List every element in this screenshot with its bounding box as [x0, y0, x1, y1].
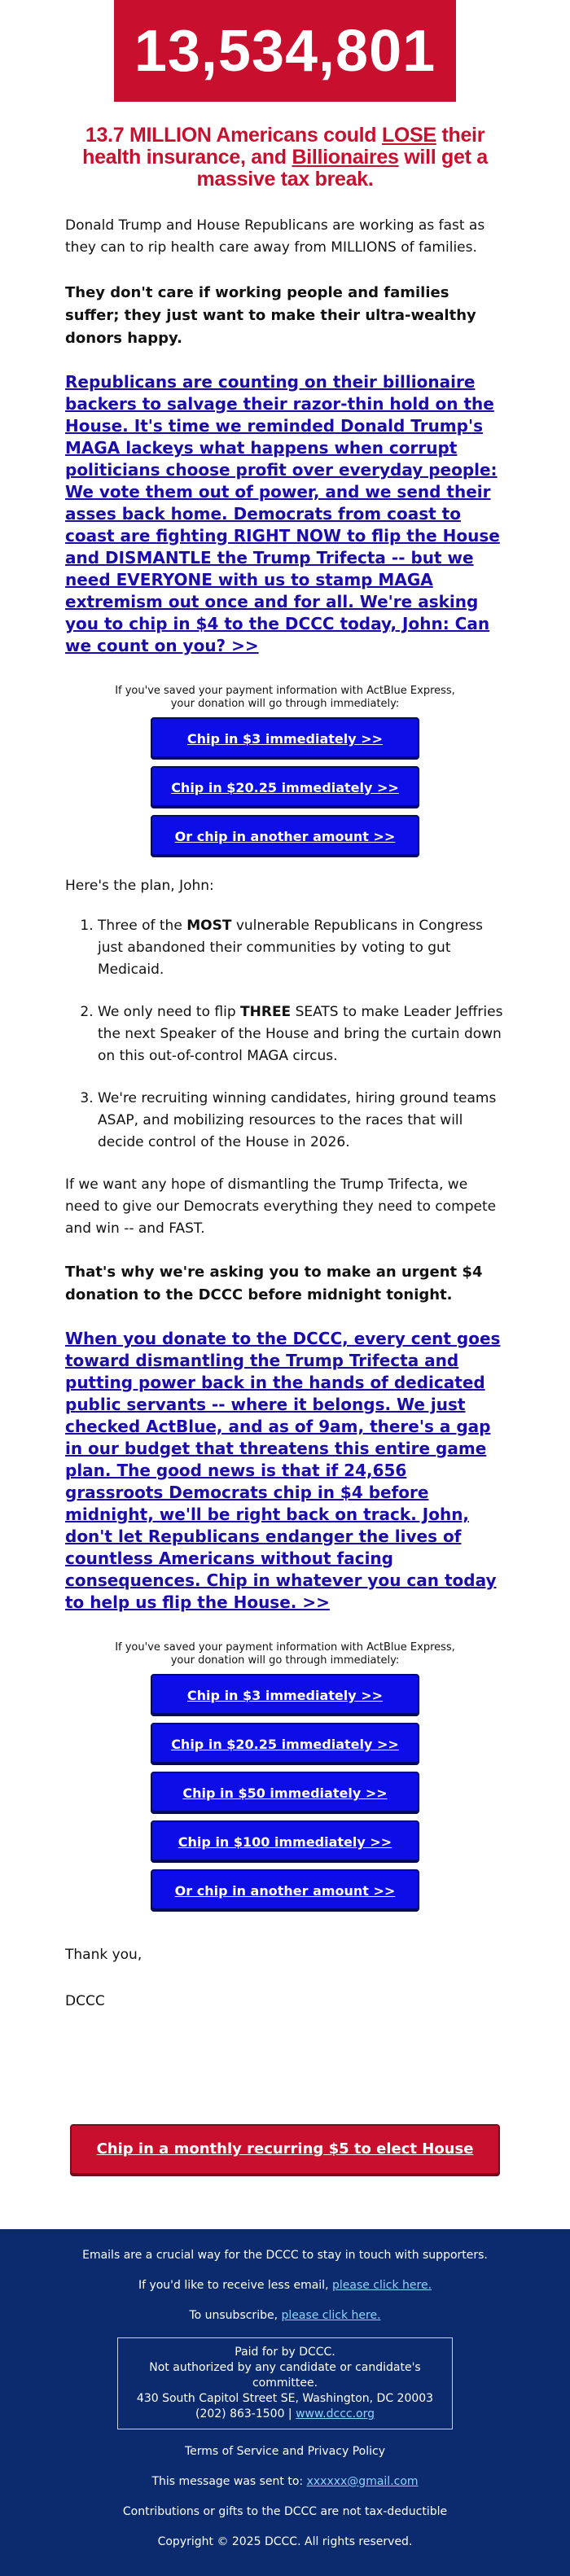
headline-billionaires: Billionaires: [292, 146, 399, 169]
actblue-note-line1: If you've saved your payment information with ActBlue Express,: [115, 685, 455, 697]
tax-note: Contributions or gifts to the DCCC are not tax-deductible: [122, 2505, 448, 2518]
bold-paragraph: They don't care if working people and families suffer; they just want to make their ultra-wealthy donors happy.: [65, 284, 476, 347]
headline-part2: their health insurance, and: [82, 124, 485, 169]
plan-item: [98, 915, 505, 981]
counter-number: 13,534,801: [134, 18, 436, 84]
plan-item-text: SEATS to make Leader Jeffries the next Speaker of the House and bring the curtain down on this out-of-control MAGA circus.: [98, 1004, 503, 1064]
counter-banner: [114, 0, 456, 102]
phone-text: (202) 863-1500 |: [195, 2407, 296, 2420]
chip-20-25-button[interactable]: Chip in $20.25 immediately >>: [151, 1723, 419, 1763]
plan-item-text: Three of the: [98, 918, 187, 934]
footer-less-email: [0, 2277, 570, 2293]
plan-intro: Here's the plan, John:: [65, 878, 214, 894]
plan-item-text: We're recruiting winning candidates, hiring ground teams ASAP, and mobilizing resources to the races that will decide control of the House in 2026.: [98, 1090, 497, 1150]
actblue-note-2: [65, 1641, 505, 1667]
actblue-note-line2: your donation will go through immediately:: [170, 1654, 400, 1667]
donate-text-link-2[interactable]: When you donate to the DCCC, every cent goes toward dismantling the Trump Trifecta and putting power back in the hands of dedicated public servants -- where it belongs. We just checked ActBlue, and as of 9am, there's a gap in our budget that threatens this entire game plan. The good news is that if 24,656 grassroots Democrats chip in $4 before midnight, we'll be right back on track. John, don't let Republicans endanger the lives of countless Americans without facing consequences. Chip in whatever you can today to help us flip the House. >>: [65, 1329, 501, 1612]
plan-item: [98, 1088, 505, 1154]
chip-other-amount-button[interactable]: Or chip in another amount >>: [151, 815, 419, 856]
chip-20-25-button[interactable]: Chip in $20.25 immediately >>: [151, 766, 419, 807]
sent-to-text: This message was sent to:: [151, 2475, 307, 2488]
donate-buttons-2: [65, 1674, 505, 1910]
website-link[interactable]: www.dccc.org: [296, 2407, 375, 2420]
footer: [0, 2229, 570, 2576]
less-email-text: If you'd like to receive less email,: [138, 2279, 332, 2292]
actblue-note-line2: your donation will go through immediately:: [170, 698, 400, 710]
paid-for-box: [117, 2337, 453, 2429]
chip-3-button[interactable]: Chip in $3 immediately >>: [151, 717, 419, 758]
chip-50-button[interactable]: Chip in $50 immediately >>: [151, 1772, 419, 1812]
paid-for-line: Paid for by DCCC.: [235, 2346, 335, 2359]
chip-other-amount-button[interactable]: Or chip in another amount >>: [151, 1869, 419, 1910]
donate-buttons-1: [65, 717, 505, 856]
headline-part3: will get a massive tax break.: [196, 146, 488, 191]
unsubscribe-link[interactable]: please click here.: [281, 2309, 381, 2322]
actblue-note-line1: If you've saved your payment information with ActBlue Express,: [115, 1641, 455, 1654]
plan-item-text: We only need to flip: [98, 1004, 241, 1020]
email-body: [65, 215, 505, 2013]
headline: [65, 125, 505, 191]
chip-100-button[interactable]: Chip in $100 immediately >>: [151, 1820, 419, 1861]
plan-item-bold: MOST: [186, 918, 232, 934]
plan-item-bold: THREE: [240, 1004, 292, 1020]
plan-item-text: vulnerable Republicans in Congress just abandoned their communities by voting to gut Medicaid.: [98, 918, 484, 978]
signoff: Thank you,: [65, 1947, 142, 1963]
signature: DCCC: [65, 1993, 105, 2009]
footer-unsubscribe: [0, 2307, 570, 2324]
intro-paragraph: Donald Trump and House Republicans are working as fast as they can to rip health care away from MILLIONS of families.: [65, 217, 485, 256]
donate-text-link[interactable]: Republicans are counting on their billionaire backers to salvage their razor-thin hold on the House. It's time we reminded Donald Trump's MAGA lackeys what happens when corrupt politicians choose profit over everyday people: We vote them out of power, and we send their asses back home. Democrats from coast to coast are fighting RIGHT NOW to flip the House and DISMANTLE the Trump Trifecta -- but we need EVERYONE with us to stamp MAGA extremism out once and for all. We're asking you to chip in $4 to the DCCC today, John: Can we count on you? >>: [65, 372, 500, 655]
monthly-recurring-button[interactable]: Chip in a monthly recurring $5 to elect House Dems >>: [70, 2124, 500, 2175]
contact-line: [118, 2407, 452, 2422]
unsubscribe-text: To unsubscribe,: [189, 2309, 282, 2322]
sent-to-line: [0, 2473, 570, 2490]
terms-link[interactable]: Terms of Service and Privacy Policy: [184, 2445, 385, 2458]
urgent-ask-paragraph: That's why we're asking you to make an urgent $4 donation to the DCCC before midnight tonight.: [65, 1264, 483, 1303]
headline-part1: 13.7 MILLION Americans could: [85, 124, 382, 147]
dismantle-paragraph: If we want any hope of dismantling the Trump Trifecta, we need to give our Democrats everything they need to compete and win -- and FAST.: [65, 1176, 497, 1237]
not-authorized-line: Not authorized by any candidate or candidate's committee.: [149, 2361, 421, 2390]
address-line: 430 South Capitol Street SE, Washington, DC 20003: [136, 2392, 434, 2405]
actblue-note: [65, 685, 505, 711]
recipient-email-link[interactable]: xxxxxx@gmail.com: [306, 2475, 419, 2488]
less-email-link[interactable]: please click here.: [331, 2279, 432, 2292]
headline-lose: LOSE: [381, 124, 436, 147]
chip-3-button[interactable]: Chip in $3 immediately >>: [151, 1674, 419, 1715]
plan-list: [65, 915, 505, 1154]
footer-email-note: Emails are a crucial way for the DCCC to stay in touch with supporters.: [82, 2249, 488, 2262]
plan-item: [98, 1001, 505, 1067]
copyright: Copyright © 2025 DCCC. All rights reserved.: [157, 2535, 413, 2548]
